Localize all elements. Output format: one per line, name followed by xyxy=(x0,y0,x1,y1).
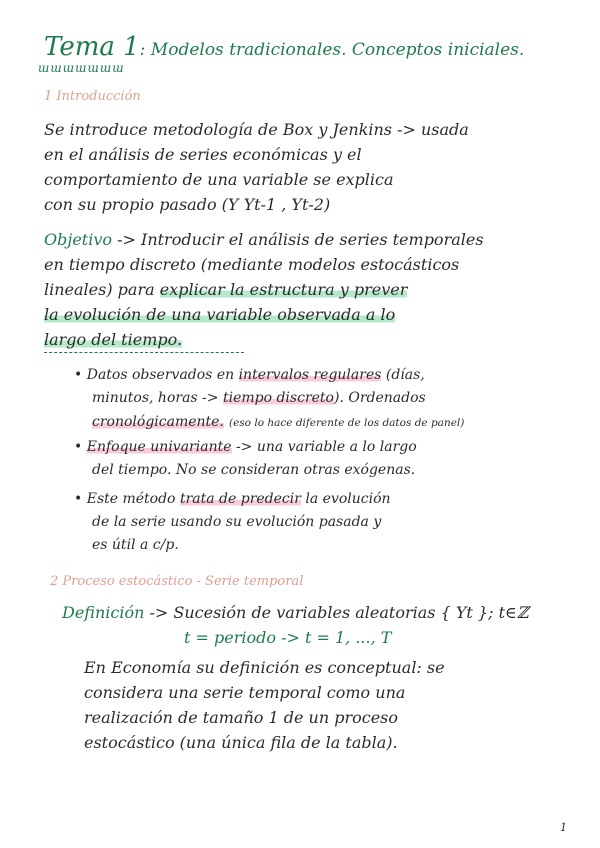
economia-line-4: estocástico (una única fila de la tabla). xyxy=(84,733,398,752)
title-underline-squiggle: ɯɯɯɯɯɯɯ xyxy=(38,61,125,75)
bullet-dot: • xyxy=(74,439,87,455)
bullet-3-line-1 xyxy=(74,492,391,506)
tema-label: Tema 1 xyxy=(44,32,140,62)
bullet-1-text-b: (días, xyxy=(381,367,425,383)
objetivo-line-4 xyxy=(44,307,395,323)
bullet-2-text-a: -> una variable a lo largo xyxy=(231,439,417,455)
objetivo-label: Objetivo xyxy=(44,230,113,249)
bullet-1-line-2-b: ). Ordenados xyxy=(333,390,426,406)
objetivo-text-1: -> Introducir el análisis de series temporales xyxy=(112,230,484,249)
intro-line-2: en el análisis de series económicas y el xyxy=(44,145,362,164)
definicion-line-2: t = periodo -> t = 1, ..., T xyxy=(184,628,392,647)
objetivo-highlight-largo: largo del tiempo. xyxy=(44,330,183,349)
economia-line-3: realización de tamaño 1 de un proceso xyxy=(84,708,399,727)
objetivo-line-5 xyxy=(44,332,182,348)
definicion-line-1 xyxy=(62,605,529,621)
objetivo-dashed-underline xyxy=(44,352,244,353)
objetivo-line-2: en tiempo discreto (mediante modelos estocásticos xyxy=(44,255,460,274)
definicion-text: -> Sucesión de variables aleatorias { Yt }; t∈ℤ xyxy=(144,603,529,622)
intro-line-3: comportamiento de una variable se explica xyxy=(44,170,394,189)
intro-line-4: con su propio pasado (Y Yt-1 , Yt-2) xyxy=(44,195,331,214)
bullet-2-highlight: Enfoque univariante xyxy=(86,439,232,455)
page-title xyxy=(44,34,524,60)
bullet-1-line-3-highlight: cronológicamente. xyxy=(92,414,224,430)
page-number: 1 xyxy=(560,821,567,834)
section-1-heading: 1 Introducción xyxy=(44,89,141,104)
objetivo-line-1 xyxy=(44,232,484,248)
bullet-1-line-1 xyxy=(74,368,425,382)
title-text: : Modelos tradicionales. Conceptos iniciales. xyxy=(139,40,525,60)
bullet-1-line-2 xyxy=(92,391,426,405)
bullet-3-highlight: trata de predecir xyxy=(179,491,301,507)
definicion-label: Definición xyxy=(62,603,145,622)
economia-line-2: considera una serie temporal como una xyxy=(84,683,406,702)
bullet-1-line-3 xyxy=(92,413,464,429)
bullet-dot: • xyxy=(74,367,87,383)
bullet-1-text-a: Datos observados en xyxy=(86,367,239,383)
bullet-3-text-b: la evolución xyxy=(300,491,391,507)
bullet-3-text-a: Este método xyxy=(86,491,180,507)
section-2-heading: 2 Proceso estocástico - Serie temporal xyxy=(50,574,304,589)
bullet-1-line-2-a: minutos, horas -> xyxy=(92,390,223,406)
bullet-dot: • xyxy=(74,491,87,507)
objetivo-highlight-evolucion: la evolución de una variable observada a lo xyxy=(44,305,396,324)
bullet-2-line-1 xyxy=(74,440,417,454)
bullet-3-line-2: de la serie usando su evolución pasada y xyxy=(92,514,382,530)
bullet-1-line-2-highlight: tiempo discreto xyxy=(222,390,334,406)
bullet-2-line-2: del tiempo. No se consideran otras exógenas. xyxy=(92,462,416,478)
economia-line-1: En Economía su definición es conceptual: se xyxy=(84,658,445,677)
bullet-1-note: (eso lo hace diferente de los datos de panel) xyxy=(228,417,465,429)
bullet-3-line-3: es útil a c/p. xyxy=(92,537,179,553)
objetivo-highlight-explicar: explicar la estructura y prever xyxy=(159,280,408,299)
objetivo-line-3 xyxy=(44,282,407,298)
bullet-1-highlight: intervalos regulares xyxy=(238,367,382,383)
intro-line-1: Se introduce metodología de Box y Jenkins -> usada xyxy=(44,120,469,139)
objetivo-text-3a: lineales) para xyxy=(44,280,160,299)
